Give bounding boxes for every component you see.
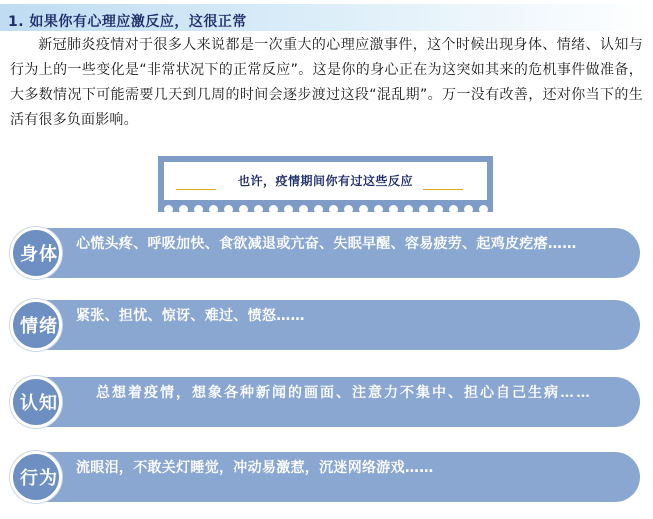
callout-accent-line-right xyxy=(423,189,463,190)
intro-paragraph xyxy=(10,33,643,133)
category-badge xyxy=(10,227,62,279)
category-text: 流眼泪，不敢关灯睡觉，冲动易激惹，沉迷网络游戏…… xyxy=(76,460,434,476)
scallop-dot xyxy=(359,205,368,214)
section-heading-bar xyxy=(0,4,653,31)
category-row-cognition xyxy=(10,377,640,427)
scallop-dot xyxy=(479,205,488,214)
category-row-behavior xyxy=(10,452,640,502)
category-badge xyxy=(10,376,62,428)
scallop-dot xyxy=(449,205,458,214)
scallop-dot xyxy=(164,205,173,214)
category-row-emotion xyxy=(10,300,640,350)
intro-text: 新冠肺炎疫情对于很多人来说都是一次重大的心理应激事件，这个时候出现身体、情绪、认知与行为上的一些变化是“非常状况下的正常反应”。这是你的身心正在为这突如其来的危机事件做准备，大多数情况下可能需要几天到几周的时间会逐步渡过这段“混乱期”。万一没有改善，还对你当下的生活有很多负面影响。 xyxy=(10,37,643,128)
scallop-dot xyxy=(254,205,263,214)
scallop-dot xyxy=(194,205,203,214)
category-label: 行为 xyxy=(20,468,58,489)
category-badge xyxy=(10,299,62,351)
scallop-dot xyxy=(389,205,398,214)
scallop-dot xyxy=(434,205,443,214)
category-badge xyxy=(10,451,62,503)
category-text: 总想着疫情，想象各种新闻的画面、注意力不集中、担心自己生病…… xyxy=(96,385,592,401)
callout-inner xyxy=(164,162,487,200)
category-label: 认知 xyxy=(20,393,58,414)
scallop-dot xyxy=(269,205,278,214)
callout-scallop-edge xyxy=(162,202,489,212)
scallop-dot xyxy=(419,205,428,214)
category-text: 心慌头疼、呼吸加快、食欲减退或亢奋、失眠早醒、容易疲劳、起鸡皮疙瘩…… xyxy=(76,236,577,252)
scallop-dot xyxy=(239,205,248,214)
scallop-dot xyxy=(299,205,308,214)
scallop-dot xyxy=(344,205,353,214)
callout-box xyxy=(158,156,493,212)
category-row-body xyxy=(10,228,640,278)
scallop-dot xyxy=(224,205,233,214)
category-label: 情绪 xyxy=(20,316,58,337)
scallop-dot xyxy=(464,205,473,214)
category-text: 紧张、担忧、惊讶、难过、愤怒…… xyxy=(76,308,305,324)
scallop-dot xyxy=(404,205,413,214)
category-label: 身体 xyxy=(20,244,58,265)
callout-accent-line-left xyxy=(176,189,216,190)
scallop-dot xyxy=(284,205,293,214)
section-heading: 1. 如果你有心理应激反应，这很正常 xyxy=(8,14,247,30)
scallop-dot xyxy=(374,205,383,214)
scallop-dot xyxy=(329,205,338,214)
scallop-dot xyxy=(209,205,218,214)
scallop-dot xyxy=(314,205,323,214)
callout-title: 也许，疫情期间你有过这些反应 xyxy=(237,174,413,188)
scallop-dot xyxy=(179,205,188,214)
